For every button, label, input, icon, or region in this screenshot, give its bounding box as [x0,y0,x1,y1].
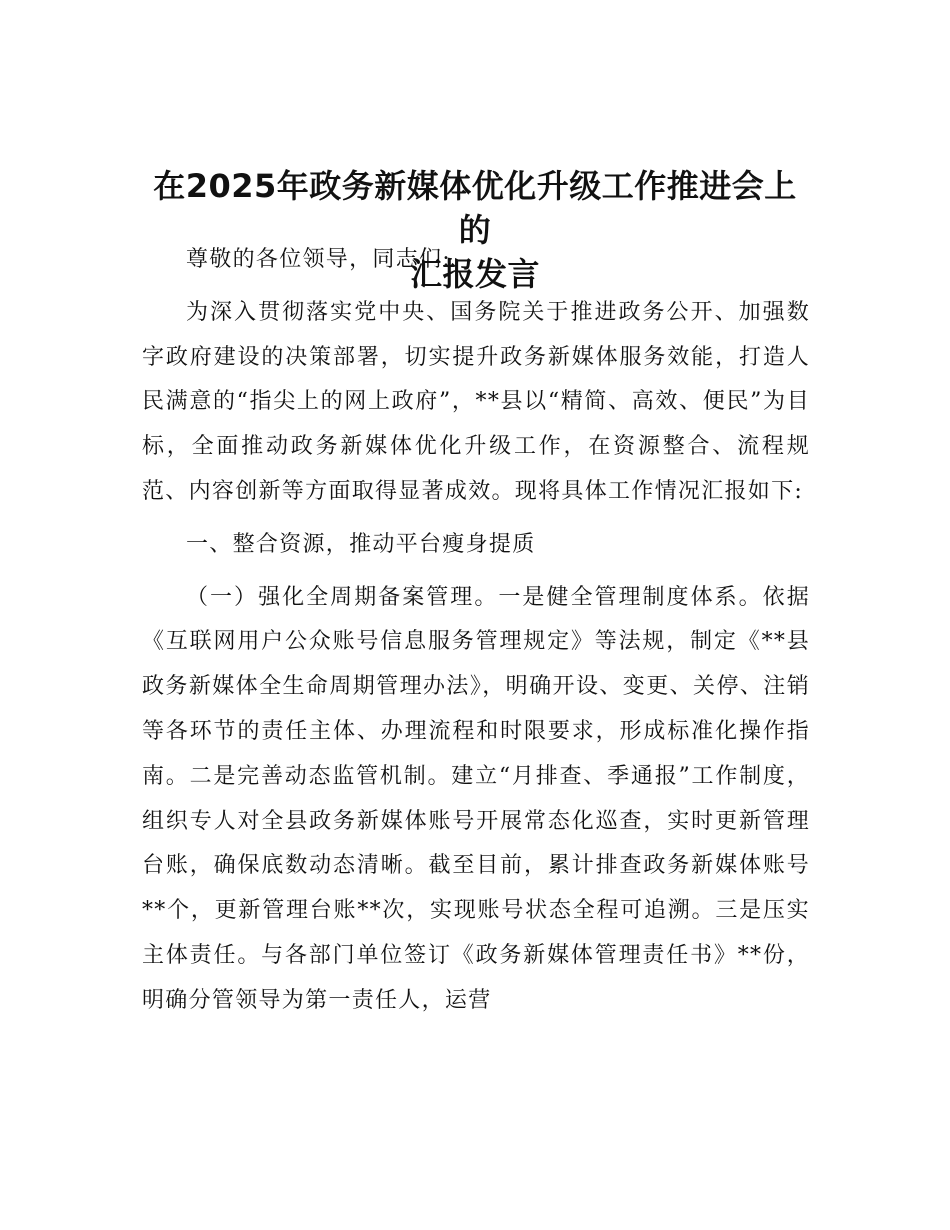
section-heading: 一、整合资源，推动平台瘦身提质 [186,531,536,557]
document-body [142,238,810,1024]
title-line-2: 汇报发言 [409,255,540,293]
title-line-1: 在2025年政务新媒体优化升级工作推进会上的 [153,167,797,249]
intro-paragraph: 为深入贯彻落实党中央、国务院关于推进政务公开、加强数字政府建设的决策部署，切实提升政务新媒体服务效能，打造人民满意的“指尖上的网上政府”，**县以“精简、高效、便民”为目标，全面推动政务新媒体优化升级工作，在资源整合、流程规范、内容创新等方面取得显著成效。现将具体工作情况汇报如下: [142,299,810,504]
salutation: 尊敬的各位领导，同志们: [186,247,452,272]
subsection-paragraph: （一）强化全周期备案管理。一是健全管理制度体系。依据《互联网用户公众账号信息服务管理规定》等法规，制定《**县政务新媒体全生命周期管理办法》，明确开设、变更、关停、注销等各环节的责任主体、办理流程和时限要求，形成标准化操作指南。二是完善动态监管机制。建立“月排查、季通报”工作制度，组织专人对全县政务新媒体账号开展常态化巡查，实时更新管理台账，确保底数动态清晰。截至目前，累计排查政务新媒体账号**个，更新管理台账**次，实现账号状态全程可追溯。三是压实主体责任。与各部门单位签订《政务新媒体管理责任书》**份，明确分管领导为第一责任人，运营 [142,584,810,1013]
